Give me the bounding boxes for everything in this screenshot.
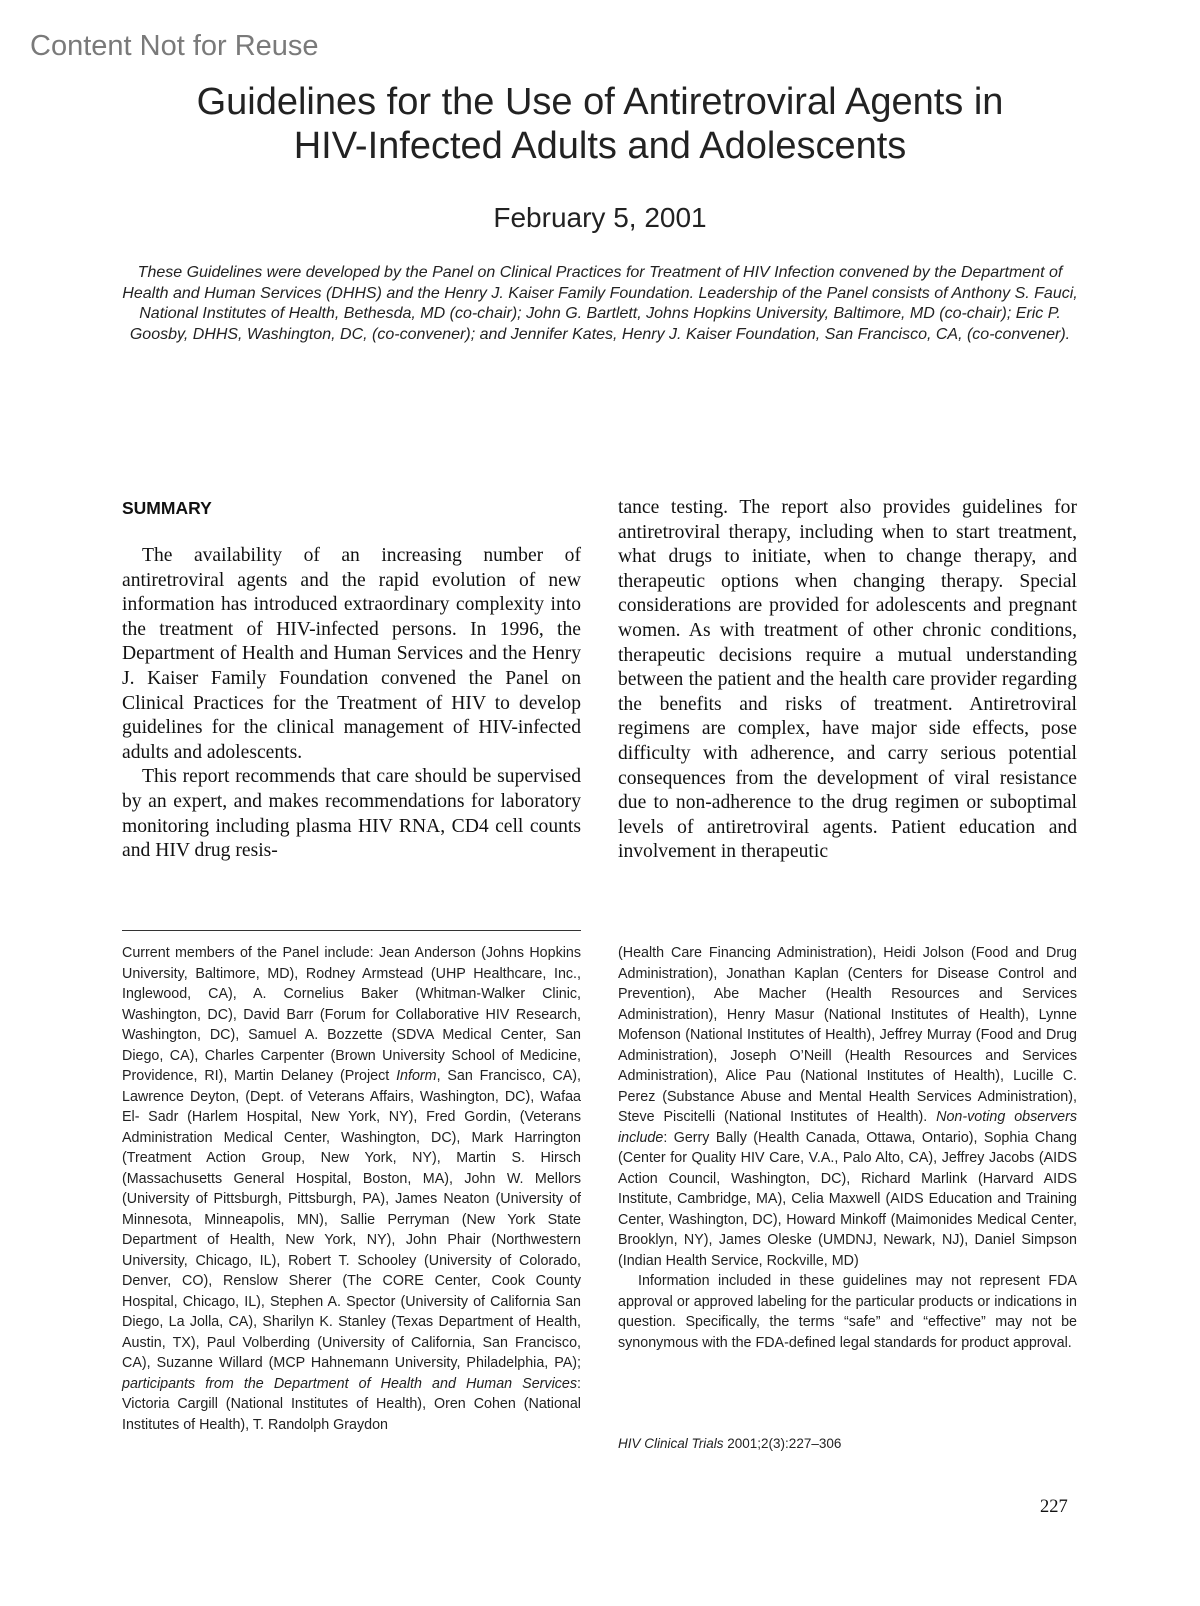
page-title bbox=[100, 80, 1100, 168]
panel-members-part-d: (Health Care Financing Administration), Heidi Jolson (Food and Drug Administration), Jonathan Kaplan (Centers for Disease Control and Prevention), Abe Macher (Health Resources and Services Administration), Henry Masur (National Institutes of Health), Lynne Mofenson (National Institutes of Health), Jeffrey Murray (Food and Drug Administration), Joseph O’Neill (Health Resources and Services Administration), Alice Pau (National Institutes of Health), Lucille C. Perez (Substance Abuse and Mental Health Services Administration), Steve Piscitelli (National Institutes of Health). bbox=[618, 945, 1077, 1125]
footnote-column-right bbox=[618, 943, 1077, 1353]
title-line-1: Guidelines for the Use of Antiretroviral Agents in bbox=[196, 81, 1004, 123]
panel-members-continued bbox=[618, 943, 1077, 1271]
citation-details: 2001;2(3):227–306 bbox=[723, 1436, 842, 1451]
panel-members-part-a: Current members of the Panel include: Jean Anderson (Johns Hopkins University, Baltimore, MD), Rodney Armstead (UHP Healthcare, Inc., Inglewood, CA), A. Cornelius Baker (Whitman-Walker Clinic, Washington, DC), David Barr (Forum for Collaborative HIV Research, Washington, DC), Samuel A. Bozzette (SDVA Medical Center, San Diego, CA), Charles Carpenter (Brown University School of Medicine, Providence, RI), Martin Delaney (Project bbox=[122, 945, 581, 1084]
footnote-divider bbox=[122, 930, 581, 931]
non-voting-observers-label: Non-voting observers include bbox=[618, 1109, 1077, 1146]
summary-paragraph-2: This report recommends that care should be supervised by an expert, and makes recommendations for laboratory monitoring including plasma HIV RNA, CD4 cell counts and HIV drug resis- bbox=[122, 766, 581, 862]
summary-heading: SUMMARY bbox=[122, 498, 212, 518]
fda-disclaimer: Information included in these guidelines may not represent FDA approval or approved labeling for the particular products or indications in question. Specifically, the terms “safe” and “effective” may not be synonymous with the FDA-defined legal standards for product approval. bbox=[618, 1273, 1077, 1351]
panel-members-text bbox=[122, 943, 581, 1435]
journal-citation bbox=[618, 1436, 841, 1451]
publication-date: February 5, 2001 bbox=[493, 202, 707, 233]
body-column-left bbox=[122, 496, 581, 864]
panel-members-part-e: : Gerry Bally (Health Canada, Ottawa, Ontario), Sophia Chang (Center for Quality HIV Care, V.A., Palo Alto, CA), Jeffrey Jacobs (AIDS Action Council, Washington, DC), Richard Marlink (Harvard AIDS Institute, Cambridge, MA), Celia Maxwell (AIDS Education and Training Center, Washington, DC), Howard Minkoff (Maimonides Medical Center, Brooklyn, NY), James Oleske (UMDNJ, Newark, NJ), Daniel Simpson (Indian Health Service, Rockville, MD) bbox=[618, 1129, 1077, 1269]
summary-paragraph-1: The availability of an increasing number of antiretroviral agents and the rapid evolution of new information has introduced extraordinary complexity into the treatment of HIV-infected persons. In 1996, the Department of Health and Human Services and the Henry J. Kaiser Family Foundation convened the Panel on Clinical Practices for the Treatment of HIV to develop guidelines for the clinical management of HIV-infected adults and adolescents. bbox=[122, 545, 581, 763]
title-line-2: HIV-Infected Adults and Adolescents bbox=[293, 125, 907, 167]
watermark: Content Not for Reuse bbox=[30, 30, 319, 62]
panel-members-part-c: : Victoria Cargill (National Institutes of Health), Oren Cohen (National Institutes of Health), T. Randolph Graydon bbox=[122, 1375, 581, 1433]
panel-members-part-b: , San Francisco, CA), Lawrence Deyton, (Dept. of Veterans Affairs, Washington, DC), Wafaa El- Sadr (Harlem Hospital, New York, NY), Fred Gordin, (Veterans Administration Medical Center, Washington, DC), Mark Harrington (Treatment Action Group, New York, NY), Martin S. Hirsch (Massachusetts General Hospital, Boston, MA), John W. Mellors (University of Pittsburgh, Pittsburgh, PA), James Neaton (University of Minnesota, Minneapolis, MN), Sallie Perryman (New York State Department of Health, New York, NY), John Phair (Northwestern University, Chicago, IL), Robert T. Schooley (University of Colorado, Denver, CO), Renslow Sherer (The CORE Center, Cook County Hospital, Chicago, IL), Stephen A. Spector (University of California San Diego, La Jolla, CA), Sharilyn K. Stanley (Texas Department of Health, Austin, TX), Paul Volberding (University of California, San Francisco, CA), Suzanne Willard (MCP Hahnemann University, Philadelphia, PA); bbox=[122, 1068, 581, 1371]
journal-name: HIV Clinical Trials bbox=[618, 1436, 724, 1451]
dhhs-participants-label: participants from the Department of Health and Human Services bbox=[122, 1375, 578, 1392]
page-number: 227 bbox=[1040, 1497, 1068, 1517]
summary-paragraph-2-continued: tance testing. The report also provides guidelines for antiretroviral therapy, including when to start treatment, what drugs to initiate, when to change therapy, and therapeutic options when changing therapy. Special considerations are provided for adolescents and pregnant women. As with treatment of other chronic conditions, therapeutic decisions require a mutual understanding between the patient and the health care provider regarding the benefits and risks of treatment. Antiretroviral regimens are complex, have major side effects, pose difficulty with adherence, and carry serious potential consequences from the development of viral resistance due to non-adherence to the drug regimen or suboptimal levels of antiretroviral agents. Patient education and involvement in therapeutic bbox=[618, 497, 1077, 863]
footnote-column-left bbox=[122, 943, 581, 1435]
project-inform-italic: Inform bbox=[396, 1068, 437, 1084]
intro-paragraph: These Guidelines were developed by the Panel on Clinical Practices for Treatment of HIV Infection convened by the Department of Health and Human Services (DHHS) and the Henry J. Kaiser Family Foundation. Leadership of the Panel consists of Anthony S. Fauci, National Institutes of Health, Bethesda, MD (co-chair); John G. Bartlett, Johns Hopkins University, Baltimore, MD (co-chair); Eric P. Goosby, DHHS, Washington, DC, (co-convener); and Jennifer Kates, Henry J. Kaiser Foundation, San Francisco, CA, (co-convener). bbox=[122, 264, 1078, 343]
body-column-right bbox=[618, 496, 1077, 865]
